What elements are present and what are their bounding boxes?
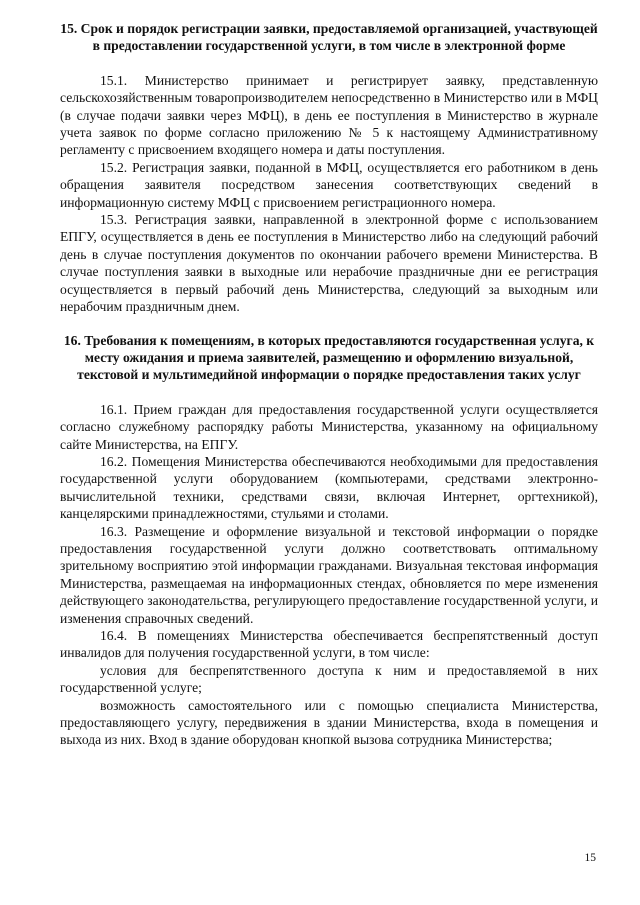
paragraph-16-2: 16.2. Помещения Министерства обеспечиваются необходимыми для предоставления государственной услуги оборудованием (компьютерами, средствами электронно-вычислительной техники, средствами связи, включая Интернет, оргтехникой), канцелярскими принадлежностями, стульями и столами. [60, 453, 598, 522]
paragraph-15-2: 15.2. Регистрация заявки, поданной в МФЦ, осуществляется его работником в день обращения заявителя посредством занесения соответствующих сведений в информационную систему МФЦ с присвоением регистрационного номера. [60, 159, 598, 210]
paragraph-15-3: 15.3. Регистрация заявки, направленной в электронной форме с использованием ЕПГУ, осуществляется в день ее поступления в Министерство либо на следующий рабочий день в случае поступления документов по окончании рабочего времени Министерства. В случае поступления заявки в выходные или нерабочие праздничные дни ее регистрация осуществляется в первый рабочий день Министерства, следующий за выходным или нерабочим праздничным днем. [60, 212, 598, 315]
paragraph-15-1: 15.1. Министерство принимает и регистрирует заявку, представленную сельскохозяйственным товаропроизводителем непосредственно в Министерство или в МФЦ (в случае подачи заявки через МФЦ), в день ее поступления в Министерство в журнале учета заявок по форме согласно приложению № 5 к настоящему Административному регламенту с присвоением входящего номера и даты поступления. [60, 72, 598, 158]
page-number: 15 [584, 852, 596, 864]
paragraph-16-4: 16.4. В помещениях Министерства обеспечивается беспрепятственный доступ инвалидов для получения государственной услуги, в том числе: [60, 628, 598, 661]
paragraph-16-4-item-2: возможность самостоятельного или с помощью специалиста Министерства, предоставляющего услугу, передвижения в здании Министерства, входа в помещения и выхода из них. Вход в здание оборудован кнопкой вызова сотрудника Министерства; [60, 697, 598, 748]
paragraph-16-1: 16.1. Прием граждан для предоставления государственной услуги осуществляется согласно служебному распорядку работы Министерства, указанному на официальному сайте Министерства, на ЕПГУ. [60, 401, 598, 452]
document-page [60, 20, 598, 749]
section-heading-16: 16. Требования к помещениям, в которых предоставляются государственная услуга, к месту ожидания и приема заявителей, размещению и оформлению визуальной, текстовой и мультимедийной информации о порядке предоставления таких услуг [63, 332, 595, 383]
paragraph-16-4-item-1: условия для беспрепятственного доступа к ним и предоставляемой в них государственной услуге; [60, 662, 598, 696]
section-spacer [60, 316, 598, 332]
paragraph-16-3: 16.3. Размещение и оформление визуальной и текстовой информации о порядке предоставления государственной услуги должно соответствовать оптимальному зрительному восприятию этой информации гражданами. Визуальная текстовая информация Министерства, размещаемая на информационных стендах, обновляется по мере изменения действующего законодательства, регулирующего предоставление государственной услуги, и изменения справочных сведений. [60, 523, 598, 626]
section-heading-15: 15. Срок и порядок регистрации заявки, предоставляемой организацией, участвующей в предоставлении государственной услуги, в том числе в электронной форме [60, 21, 598, 54]
